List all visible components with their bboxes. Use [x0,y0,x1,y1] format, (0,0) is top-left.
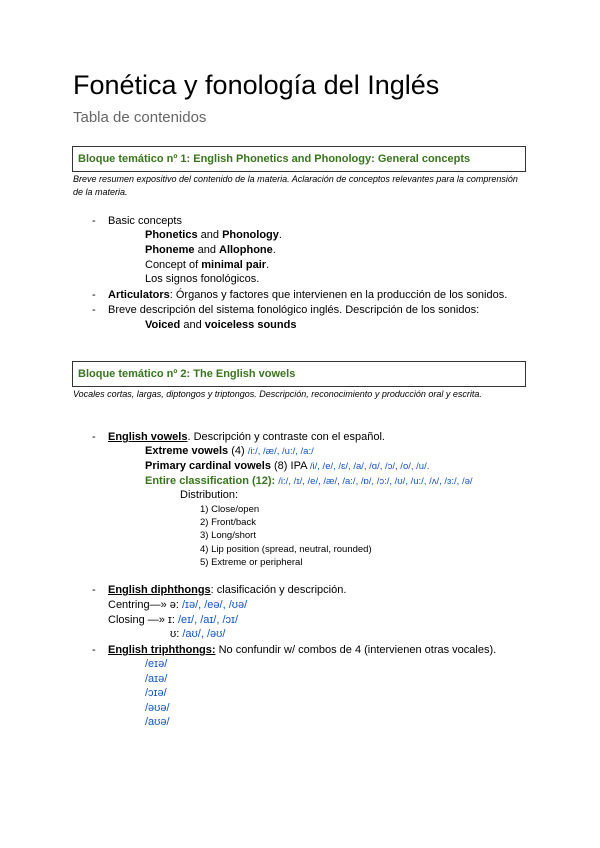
bullet-dash: - [92,431,96,443]
page-subtitle: Tabla de contenidos [73,109,207,126]
distribution-label: Distribution: [180,489,239,501]
triphthong-item: /aʊə/ [145,716,170,728]
primary-vowels-line: Primary cardinal vowels (8) IPA /i/, /e/, /ɛ/, /a/, /ɑ/, /ɔ/, /o/, /u/. [145,460,430,472]
block2-intro: Vocales cortas, largas, diptongos y triptongos. Descripción, reconocimiento y producción oral y escrita. [73,389,482,399]
triphthong-item: /aɪə/ [145,673,168,685]
distribution-item: 5) Extreme or peripheral [200,557,303,568]
page-title: Fonética y fonología del Inglés [73,70,440,100]
voiced-line: Voiced and voiceless sounds [145,319,297,331]
block1-heading: Bloque temático nº 1: English Phonetics and Phonology: General concepts [72,146,526,172]
block1-intro: Breve resumen expositivo del contenido de la materia. Aclaración de conceptos relevantes para la comprensión de la materia. [73,174,518,197]
triphthong-item: /əʊə/ [145,702,170,714]
distribution-item: 3) Long/short [200,530,256,541]
triphthongs-line: English triphthongs: No confundir w/ combos de 4 (intervienen otras vocales). [108,644,497,656]
articulators-line: Articulators: Órganos y factores que intervienen en la producción de los sonidos. [108,289,508,301]
bullet-dash: - [92,304,96,316]
signos-line: Los signos fonológicos. [145,273,260,285]
extreme-vowels-line: Extreme vowels (4) /i:/, /æ/, /u:/, /a:/ [145,445,314,457]
distribution-item: 4) Lip position (spread, neutral, rounded) [200,544,372,555]
vowels-line: English vowels. Descripción y contraste con el español. [108,431,385,443]
closing2-line: ʊ: /aʊ/, /əʊ/ [170,628,226,640]
triphthong-item: /eɪə/ [145,658,168,670]
closing-line: Closing —» ɪ: /eɪ/, /aɪ/, /ɔɪ/ [108,614,238,626]
diphthongs-line: English diphthongs: clasificación y descripción. [108,584,347,596]
bullet-dash: - [92,644,96,656]
description-line: Breve descripción del sistema fonológico inglés. Descripción de los sonidos: [108,304,480,316]
bullet-dash: - [92,215,96,227]
bullet-dash: - [92,584,96,596]
block2-heading: Bloque temático nº 2: The English vowels [72,361,526,387]
bullet-dash: - [92,289,96,301]
phonetics-line: Phonetics and Phonology. [145,229,282,241]
distribution-item: 1) Close/open [200,504,260,515]
minimal-pair-line: Concept of minimal pair. [145,259,270,271]
triphthong-item: /ɔɪə/ [145,687,167,699]
centring-line: Centring—» ə: /ɪə/, /eə/, /ʊə/ [108,599,248,611]
basic-concepts: Basic concepts [108,215,182,227]
entire-classification-line: Entire classification (12): /i:/, /ɪ/, /e/, /æ/, /a:/, /ɒ/, /ɔ:/, /ʊ/, /u:/, /ʌ/, /ɜ:/, /ə/ [145,475,473,487]
distribution-item: 2) Front/back [200,517,256,528]
phoneme-line: Phoneme and Allophone. [145,244,276,256]
